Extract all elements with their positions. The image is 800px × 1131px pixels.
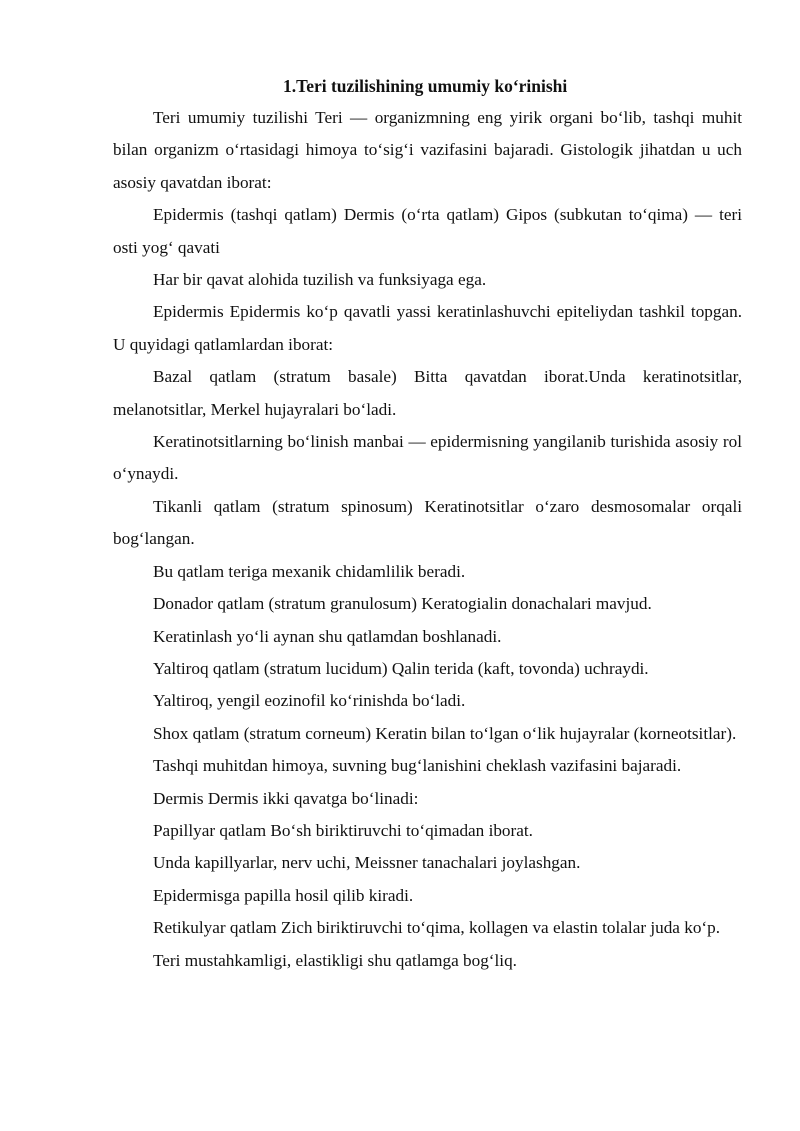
paragraph: Bazal qatlam (stratum basale) Bitta qavatdan iborat.Unda keratinotsitlar, melanotsitlar, Merkel hujayralari bo‘ladi.: [113, 367, 742, 419]
paragraph: Dermis Dermis ikki qavatga bo‘linadi:: [153, 788, 419, 808]
paragraph: Tashqi muhitdan himoya, suvning bug‘lanishini cheklash vazifasini bajaradi.: [153, 756, 682, 776]
paragraph: Tikanli qatlam (stratum spinosum) Keratinotsitlar o‘zaro desmosomalar orqali bog‘langan.: [113, 496, 742, 549]
paragraph: Epidermis Epidermis ko‘p qavatli yassi keratinlashuvchi epiteliydan tashkil topgan. U quyidagi qatlamlardan iborat:: [113, 302, 742, 354]
paragraph: Retikulyar qatlam Zich biriktiruvchi to‘qima, kollagen va elastin tolalar juda ko‘p.: [153, 918, 721, 938]
paragraph: Unda kapillyarlar, nerv uchi, Meissner tanachalari joylashgan.: [153, 853, 581, 873]
paragraph: Keratinotsitlarning bo‘linish manbai — epidermisning yangilanib turishida asosiy rol o‘ynaydi.: [113, 432, 742, 484]
paragraph: Epidermis (tashqi qatlam) Dermis (o‘rta qatlam) Gipos (subkutan to‘qima) — teri osti yog‘ qavati: [113, 205, 742, 257]
paragraph: Papillyar qatlam Bo‘sh biriktiruvchi to‘qimadan iborat.: [153, 820, 533, 840]
paragraph: Keratinlash yo‘li aynan shu qatlamdan boshlanadi.: [153, 626, 502, 646]
paragraph: Yaltiroq qatlam (stratum lucidum) Qalin terida (kaft, tovonda) uchraydi.: [153, 658, 649, 678]
paragraph: Teri umumiy tuzilishi Teri — organizmning eng yirik organi bo‘lib, tashqi muhit bilan organizm o‘rtasidagi himoya to‘sig‘i vazifasini bajaradi. Gistologik jihatdan u uch asosiy qavatdan iborat:: [113, 108, 742, 192]
paragraph: Har bir qavat alohida tuzilish va funksiyaga ega.: [153, 270, 487, 290]
paragraph: Shox qatlam (stratum corneum) Keratin bilan to‘lgan o‘lik hujayralar (korneotsitlar).: [153, 723, 737, 743]
page-title: 1.Teri tuzilishining umumiy ko‘rinishi: [283, 76, 568, 96]
document-page: [113, 70, 742, 977]
paragraph: Teri mustahkamligi, elastikligi shu qatlamga bog‘liq.: [153, 950, 517, 970]
paragraph: Epidermisga papilla hosil qilib kiradi.: [153, 885, 414, 905]
paragraph: Yaltiroq, yengil eozinofil ko‘rinishda bo‘ladi.: [153, 691, 466, 711]
paragraph: Donador qatlam (stratum granulosum) Keratogialin donachalari mavjud.: [153, 594, 652, 614]
paragraph: Bu qatlam teriga mexanik chidamlilik beradi.: [153, 561, 466, 581]
